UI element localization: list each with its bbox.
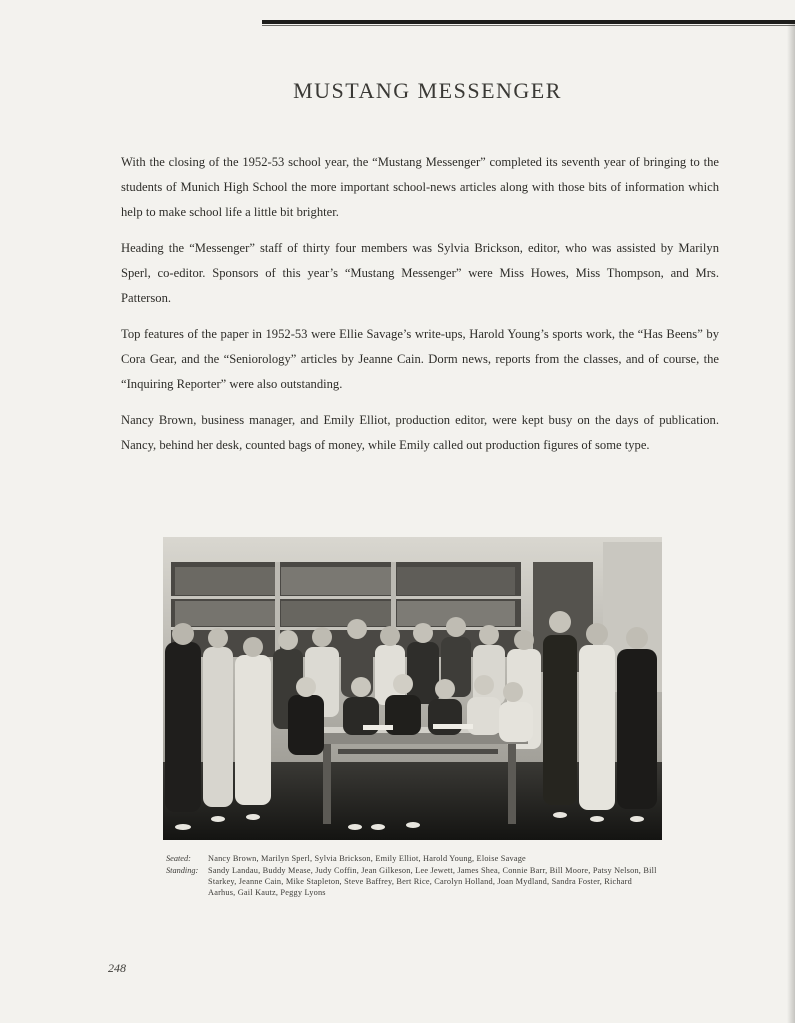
group-photo-illustration — [163, 537, 662, 840]
paragraph-2: Heading the “Messenger” staff of thirty four members was Sylvia Brickson, editor, who was assisted by Marilyn Sperl, co-editor. Sponsors of this year’s “Mustang Messenger” were Miss Howes, Miss Thompson, and Mrs. Patterson. — [121, 241, 719, 305]
caption-seated-names: Nancy Brown, Marilyn Sperl, Sylvia Brickson, Emily Elliot, Harold Young, Eloise Savage — [208, 854, 526, 863]
top-rule-thin — [262, 25, 795, 26]
top-rule — [262, 20, 795, 24]
page-title: MUSTANG MESSENGER — [293, 78, 562, 103]
caption-seated-row — [166, 853, 660, 864]
caption-standing-row — [166, 865, 660, 898]
papers — [363, 725, 393, 730]
caption-seated-label: Seated: — [166, 854, 191, 863]
caption-standing-label: Standing: — [166, 866, 199, 875]
page-number: 248 — [108, 961, 126, 975]
article-body — [121, 150, 719, 469]
staff-group-photo — [163, 537, 662, 840]
paragraph-4: Nancy Brown, business manager, and Emily Elliot, production editor, were kept busy on the days of publication. Nancy, behind her desk, counted bags of money, while Emily called out production figures of some type. — [121, 413, 719, 452]
paragraph-1: With the closing of the 1952-53 school year, the “Mustang Messenger” completed its seventh year of bringing to the students of Munich High School the more important school-news articles along with those bits of information which help to make school life a little bit brighter. — [121, 155, 719, 219]
page-edge-shadow — [787, 24, 795, 1023]
paragraph-3: Top features of the paper in 1952-53 were Ellie Savage’s write-ups, Harold Young’s sports work, the “Has Beens” by Cora Gear, and the “Seniorology” articles by Jeanne Cain. Dorm news, reports from the classes, and of course, the “Inquiring Reporter” were also outstanding. — [121, 327, 719, 391]
papers — [433, 724, 473, 729]
photo-caption — [166, 853, 660, 899]
caption-standing-names: Sandy Landau, Buddy Mease, Judy Coffin, Jean Gilkeson, Lee Jewett, James Shea, Connie Barr, Bill Moore, Patsy Nelson, Bill Starkey, Jeanne Cain, Mike Stapleton, Steve Baffrey, Bert Rice, Carolyn Holland, Joan Mydland, Sandra Foster, Richard Aarhus, Gail Kautz, Peggy Lyons — [208, 866, 657, 897]
